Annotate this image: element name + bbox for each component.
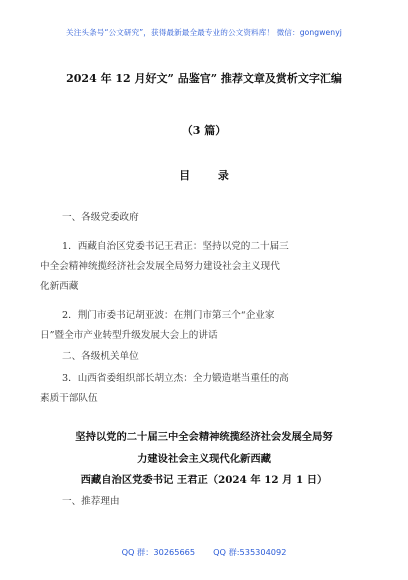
toc-section-2: 二、各级机关单位 [62, 351, 139, 362]
article-count: （3 篇） [181, 124, 227, 137]
toc-item-2-line-1: 2．荆门市委书记胡亚波：在荆门市第三个“企业家 [62, 310, 275, 321]
article-byline: 西藏自治区党委书记 王君正（2024 年 12 月 1 日） [80, 474, 328, 486]
toc-item-1-line-1: 1．西藏自治区党委书记王君正：坚持以党的二十届三 [62, 241, 289, 252]
toc-section-1: 一、各级党委政府 [62, 212, 139, 223]
document-title: 2024 年 12 月好文” 品鉴官” 推荐文章及赏析文字汇编 [66, 72, 342, 85]
toc-item-2-line-2: 日”暨全市产业转型升级发展大会上的讲话 [40, 330, 218, 341]
article-title-line-2: 力建设社会主义现代化新西藏 [137, 453, 271, 465]
article-section-heading: 一、推荐理由 [62, 496, 120, 507]
article-title-line-1: 坚持以党的二十届三中全会精神统揽经济社会发展全局努 [75, 431, 333, 443]
toc-item-1-line-3: 化新西藏 [40, 281, 79, 292]
header-note: 关注头条号“公文研究”，获得最新最全最专业的公文资料库！ 微信：gongwenyj [66, 28, 342, 37]
toc-item-3-line-1: 3．山西省委组织部长胡立杰：全力锻造堪当重任的高 [62, 373, 289, 384]
footer-contacts [0, 547, 408, 558]
toc-item-1-line-2: 中全会精神统揽经济社会发展全局努力建设社会主义现代 [40, 261, 280, 272]
toc-item-3-line-2: 素质干部队伍 [40, 393, 98, 404]
toc-heading: 目 录 [179, 169, 241, 182]
footer-qq-group-1: QQ 群：30265665 [121, 547, 196, 557]
footer-qq-group-2: QQ 群:535304092 [213, 547, 287, 557]
